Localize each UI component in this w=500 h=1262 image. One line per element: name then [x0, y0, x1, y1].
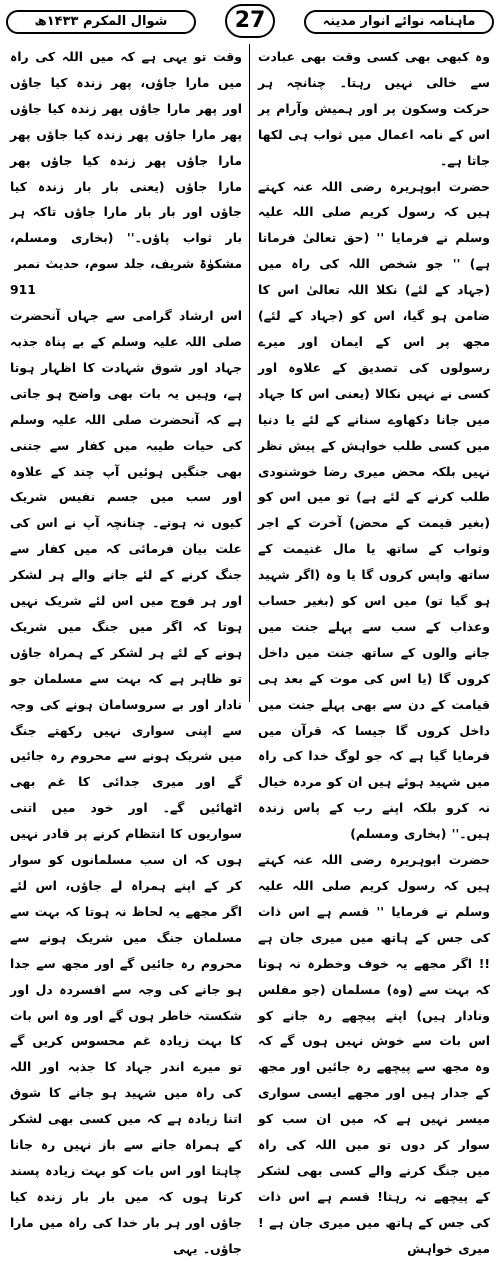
column-divider — [249, 44, 250, 702]
right-column — [258, 44, 490, 1256]
paragraph: حضرت ابوہریرہ رضی اللہ عنہ کہتے ہیں کہ رسول کریم صلی اللہ علیہ وسلم نے فرمایا '' (حق تعالیٰ فرماتا ہے) '' جو شخص اللہ کی راہ میں (جہاد کے لئے) نکلا اللہ تعالیٰ اس کا ضامن ہو گیا، اس کو (جہاد کے لئے) مجھ پر اس کے ایمان اور میرے رسولوں کی تصدیق کے علاوہ اور کسی نے نہیں نکالا (یعنی اس کا جہاد میں جانا دکھاوے سنانے کے لئے یا دنیا میں کسی طلب خواہش کے پیش نظر نہیں بلکہ محض میری رضا خوشنودی طلب کرنے کے لئے ہے) تو میں اس کو (بغیر قیمت کے محض) آخرت کے اجر وثواب کے ساتھ یا مال غنیمت کے ساتھ واپس کروں گا یا وہ (اگر شہید ہو گیا تو) میں اس کو (بغیر حساب وعذاب کے سب سے پہلے جنت میں جانے والوں کے ساتھ جنت میں داخل کروں گا (یا اس کی موت کے بعد ہی قیامت کے دن سے بھی پہلے جنت میں داخل کروں گا جیسا کہ قرآن میں فرمایا گیا ہے کہ جو لوگ خدا کی راہ میں شہید ہوئے ہیں ان کو مردہ خیال نہ کرو بلکہ اپنے رب کے پاس زندہ ہیں۔'' (بخاری ومسلم) — [258, 178, 490, 842]
hadith-reference-number: 911 — [10, 282, 36, 298]
issue-date: شوال المکرم ۱۴۳۳ھ — [6, 10, 196, 34]
magazine-title: ماہنامہ نوائے انوار مدینہ — [304, 10, 494, 34]
paragraph: اس ارشاد گرامی سے جہاں آنحضرت صلی اللہ علیہ وسلم کے بے پناہ جذبہ جہاد اور شوق شہادت کا اظہار ہوتا ہے، وہیں یہ بات بھی واضح ہو جاتی ہے کہ آنحضرت صلی اللہ علیہ وسلم کی حیات طیبہ میں کفار سے جتنی بھی جنگیں ہوئیں آپ چند کے علاوہ اور سب میں جسم نفیس شریک کیوں نہ ہوتے۔ چنانچہ آپ نے اس کی علت بیان فرمائی کہ میں کفار سے جنگ کرنے کے لئے جانے والے ہر لشکر اور ہر فوج میں اس لئے شریک نہیں ہوتا کہ اگر میں جنگ میں شریک ہونے کے لئے ہر لشکر کے ہمراہ جاؤں تو ظاہر ہے کہ بہت سے مسلمان جو نادار اور بے سروسامان ہونے کی وجہ سے اپنی سواری نہیں رکھتے جنگ میں شریک ہونے سے محروم رہ جائیں گے اور میری جدائی کا غم بھی اٹھائیں گے۔ اور خود میں اتنی سواریوں کا انتظام کرنے پر قادر نہیں ہوں کہ ان سب مسلمانوں کو سوار کر کے اپنے ہمراہ لے جاؤں، اس لئے اگر مجھے یہ لحاظ نہ ہوتا کہ بہت سے مسلمان جنگ میں شریک ہونے سے محروم رہ جائیں گے اور مجھ سے جدا ہو جانے کی وجہ سے افسردہ دل اور شکستہ خاطر ہوں گے اور وہ اس بات کا بہت زیادہ غم محسوس کریں گے تو میرے اندر جہاد کا جذبہ اور اللہ کی راہ میں شہید ہو جانے کا شوق اتنا زیادہ ہے کہ میں کسی بھی لشکر کے ہمراہ جانے سے باز نہیں رہ جانا چاہتا اور اس بات کو بہت زیادہ پسند کرتا ہوں کہ میں بار بار زندہ کیا جاؤں اور ہر بار خدا کی راہ میں مارا جاؤں۔ یہی — [10, 308, 242, 1256]
page-number: 27 — [225, 4, 275, 38]
paragraph: حضرت ابوہریرہ رضی اللہ عنہ کہتے ہیں کہ رسول کریم صلی اللہ علیہ وسلم نے فرمایا '' قسم ہے اس ذات کی جس کے ہاتھ میں میری جان ہے !! اگر مجھے یہ خوف وخطرہ نہ ہوتا کہ بہت سے (وہ) مسلمان (جو مفلس ونادار ہیں) اپنے پیچھے رہ جانے کو اس بات سے خوش نہیں ہوں گے کہ وہ مجھ سے پیچھے رہ جائیں اور مجھ کے جدار ہیں اور مجھے ایسی سواری میسر نہیں ہے کہ میں ان سب کو سوار کر دوں تو میں اللہ کی راہ میں جنگ کرنے والے کسی بھی لشکر کے پیچھے نہ رہتا! قسم ہے اس ذات کی جس کے ہاتھ میں میری جان ہے ! میری خواہش — [258, 852, 490, 1256]
left-column — [10, 44, 242, 1256]
paragraph: وہ کبھی بھی کسی وقت بھی عبادت سے خالی نہیں رہتا۔ چنانچہ ہر حرکت وسکون پر اور ہمیش وآرام پر اس کے نامہ اعمال میں ثواب ہی لکھا جاتا ہے۔ — [258, 49, 490, 168]
paragraph: وقت تو یہی ہے کہ میں اللہ کی راہ میں مارا جاؤں، پھر زندہ کیا جاؤں اور پھر مارا جاؤں پھر زندہ کیا جاؤں پھر مارا جاؤں پھر زندہ کیا جاؤں پھر مارا جاؤں پھر زندہ کیا جاؤں پھر مارا جاؤں (یعنی بار بار زندہ کیا جاؤں اور بار بار مارا جاؤں تاکہ ہر بار ثواب پاؤں۔'' (بخاری ومسلم، مشکوٰۃ شریف، جلد سوم، حدیث نمبر — [10, 49, 242, 272]
page-header — [6, 4, 494, 38]
